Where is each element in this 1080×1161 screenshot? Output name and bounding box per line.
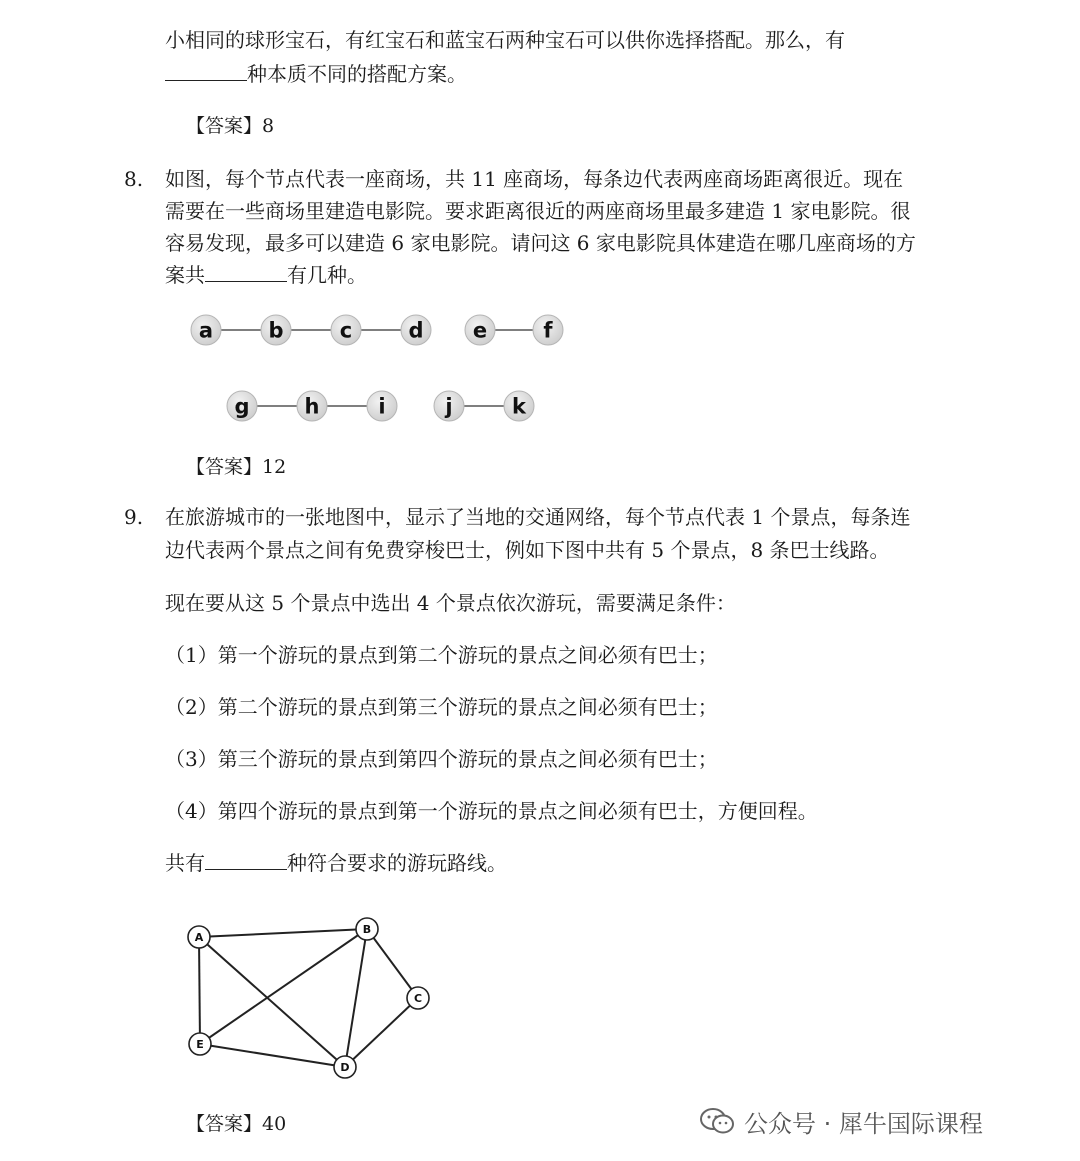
- q7-line-1: 小相同的球形宝石，有红宝石和蓝宝石两种宝石可以供你选择搭配。那么，有: [165, 28, 845, 52]
- watermark: [700, 1103, 983, 1139]
- node-label-g: g: [234, 394, 250, 419]
- q8-line-4-start: 案共: [165, 263, 205, 287]
- q9-line-2: 边代表两个景点之间有免费穿梭巴士，例如下图中共有 5 个景点，8 条巴士线路。: [165, 538, 890, 562]
- node-label-f: f: [543, 318, 553, 343]
- q8-line-2: 需要在一些商场里建造电影院。要求距离很近的两座商场里最多建造 1 家电影院。很: [165, 199, 911, 223]
- q8-answer: 【答案】12: [186, 456, 287, 478]
- watermark-text: 公众号 · 犀牛国际课程: [744, 1109, 983, 1138]
- edge-B-D: [345, 929, 367, 1067]
- q9-condition-3: （3）第三个游玩的景点到第四个游玩的景点之间必须有巴士；: [165, 747, 718, 771]
- q8-line-4-end: 有几种。: [287, 263, 367, 287]
- edge-A-E: [199, 937, 200, 1044]
- node-label-a: a: [198, 318, 214, 343]
- q9-condition-1: （1）第一个游玩的景点到第二个游玩的景点之间必须有巴士；: [165, 643, 718, 667]
- q9-tail: [165, 851, 507, 875]
- q9-tail-start: 共有: [165, 851, 205, 875]
- node-label-h: h: [304, 394, 320, 419]
- edge-B-E: [200, 929, 367, 1044]
- q8-number: 8.: [124, 167, 144, 191]
- node-label-j: j: [445, 394, 453, 419]
- answer-blank: [205, 851, 287, 870]
- q9-condition-4: （4）第四个游玩的景点到第一个游玩的景点之间必须有巴士，方便回程。: [165, 799, 818, 823]
- edge-A-B: [199, 929, 367, 937]
- q9-intro: 现在要从这 5 个景点中选出 4 个景点依次游玩，需要满足条件：: [165, 591, 736, 615]
- node-label-e: e: [472, 318, 488, 343]
- q9-number: 9.: [124, 505, 144, 529]
- node-label-b: b: [268, 318, 284, 343]
- answer-blank: [205, 263, 287, 282]
- node-label-C: C: [413, 991, 423, 1005]
- tourist-graph: [178, 912, 458, 1092]
- wechat-icon: [700, 1107, 734, 1135]
- edge-B-C: [367, 929, 418, 998]
- edge-C-D: [345, 998, 418, 1067]
- node-label-c: c: [339, 318, 353, 343]
- q8-line-1: 如图，每个节点代表一座商场，共 11 座商场，每条边代表两座商场距离很近。现在: [165, 167, 904, 191]
- q9-tail-end: 种符合要求的游玩路线。: [287, 851, 507, 875]
- answer-blank: [165, 62, 247, 81]
- node-label-i: i: [378, 394, 386, 419]
- node-label-A: A: [194, 930, 204, 944]
- q7-line-2-text: 种本质不同的搭配方案。: [247, 62, 467, 86]
- node-label-k: k: [512, 394, 526, 419]
- q8-line-3: 容易发现，最多可以建造 6 家电影院。请问这 6 家电影院具体建造在哪几座商场的方: [165, 231, 916, 255]
- node-label-E: E: [196, 1037, 204, 1051]
- node-label-B: B: [362, 922, 372, 936]
- q9-answer: 【答案】40: [186, 1113, 287, 1135]
- q7-answer: 【答案】8: [186, 115, 275, 137]
- q9-condition-2: （2）第二个游玩的景点到第三个游玩的景点之间必须有巴士；: [165, 695, 718, 719]
- node-label-d: d: [408, 318, 424, 343]
- node-label-D: D: [340, 1060, 350, 1074]
- mall-graph: [180, 305, 600, 435]
- q7-line-2: [165, 62, 467, 86]
- q9-line-1: 在旅游城市的一张地图中，显示了当地的交通网络，每个节点代表 1 个景点，每条连: [165, 505, 911, 529]
- q8-line-4: [165, 263, 367, 287]
